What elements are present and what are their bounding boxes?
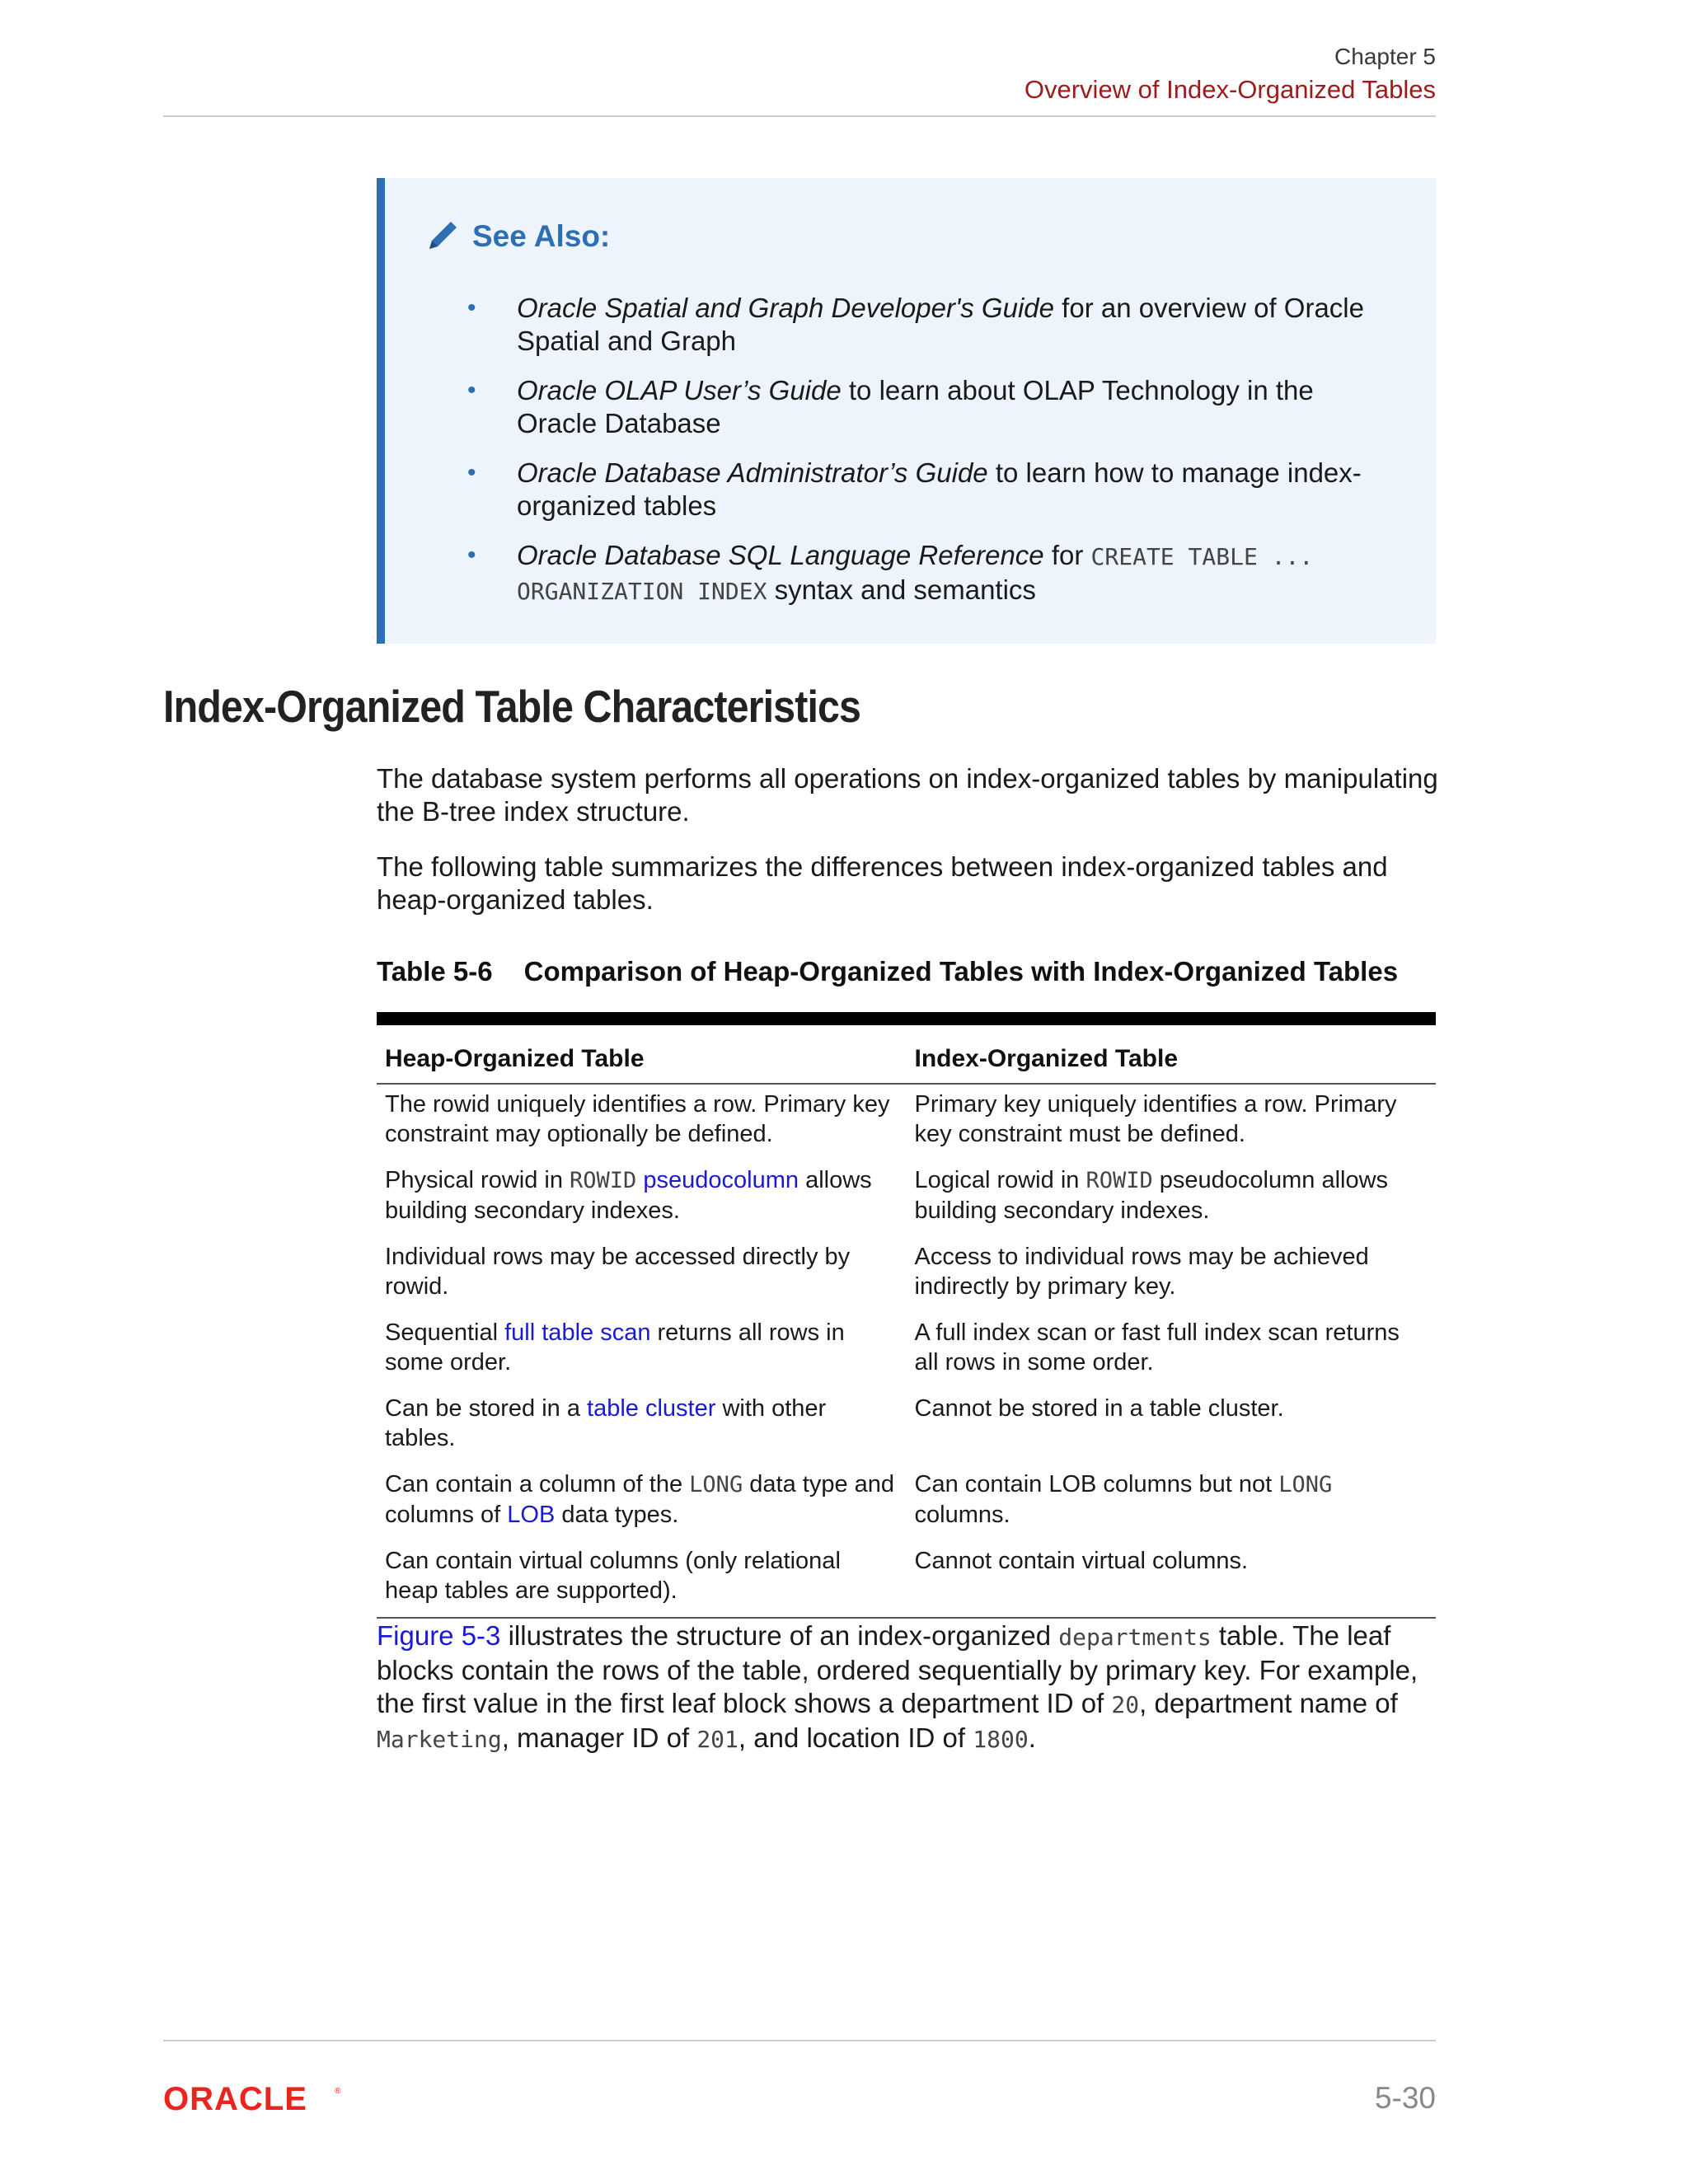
code-snippet: 20 [1111, 1691, 1140, 1718]
book-title-link[interactable]: Oracle Spatial and Graph Developer's Guide [517, 293, 1054, 323]
table-cell: Cannot be stored in a table cluster. [914, 1395, 1284, 1422]
figure-link[interactable]: Figure 5-3 [377, 1620, 501, 1651]
bullet-icon: • [467, 541, 476, 569]
column-header-heap: Heap-Organized Table [385, 1045, 645, 1072]
table-cell: Can contain virtual columns (only relational heap tables are supported). [385, 1548, 841, 1604]
paragraph-text: table. The leaf blocks contain the rows of the table, ordered sequentially by primary key. For example, the first value in the first leaf block shows a department ID of [377, 1620, 1418, 1718]
table-cell [377, 1160, 907, 1237]
cell-text: Can be stored in a [385, 1395, 588, 1422]
code-snippet: 201 [696, 1726, 738, 1753]
code-snippet: ROWID [570, 1168, 637, 1193]
list-item [467, 374, 1374, 440]
code-snippet: departments [1058, 1624, 1212, 1651]
pseudocolumn-link[interactable]: pseudocolumn [643, 1167, 799, 1193]
paragraph: The following table summarizes the differences between index-organized tables and heap-organized tables. [377, 851, 1388, 915]
code-snippet: ROWID [1085, 1168, 1153, 1193]
book-title-link[interactable]: Oracle OLAP User’s Guide [517, 375, 842, 405]
footer-divider [163, 2040, 1436, 2041]
table-row [377, 1313, 1436, 1389]
table-cluster-link[interactable]: table cluster [587, 1395, 716, 1422]
table-cell: Cannot contain virtual columns. [914, 1548, 1249, 1574]
bullet-icon: • [467, 459, 476, 486]
paragraph: The database system performs all operations on index-organized tables by manipulating the B-tree index structure. [377, 763, 1438, 827]
table-cell [377, 1313, 907, 1389]
svg-text:®: ® [335, 2087, 341, 2096]
figure-paragraph [377, 1619, 1440, 1756]
header-divider [163, 115, 1436, 117]
table-cell: The rowid uniquely identifies a row. Primary key constraint may optionally be defined. [385, 1091, 890, 1147]
list-item [467, 292, 1374, 358]
full-table-scan-link[interactable]: full table scan [504, 1319, 651, 1346]
table-row [377, 1465, 1436, 1541]
paragraph-text: illustrates the structure of an index-organized [500, 1620, 1059, 1651]
comparison-table [377, 1012, 1436, 1619]
table-row [377, 1389, 1436, 1465]
paragraph-text: , and location ID of [738, 1722, 973, 1753]
code-snippet: LONG [689, 1472, 743, 1497]
table-row [377, 1237, 1436, 1313]
cell-text: with other tables. [385, 1395, 827, 1451]
cell-text: Sequential [385, 1319, 505, 1346]
paragraph-text: , manager ID of [501, 1722, 697, 1753]
column-header-iot: Index-Organized Table [914, 1045, 1178, 1072]
section-heading: Index-Organized Table Characteristics [163, 681, 861, 732]
book-title-link[interactable]: Oracle Database Administrator’s Guide [517, 457, 988, 488]
bullet-icon: • [467, 377, 476, 404]
cell-text: Can contain LOB columns but not [914, 1471, 1279, 1497]
table-cell [907, 1465, 1437, 1541]
cell-text: data types. [555, 1502, 679, 1528]
running-header [1025, 41, 1436, 107]
bullet-icon: • [467, 294, 476, 321]
table-cell [377, 1465, 907, 1541]
table-cell [907, 1160, 1437, 1237]
list-item [467, 457, 1374, 523]
table-row [377, 1541, 1436, 1618]
book-title-link[interactable]: Oracle Database SQL Language Reference [517, 540, 1044, 570]
oracle-logo-text: ORACLE [163, 2083, 307, 2115]
list-item-text: to learn how to manage index-organized tables [517, 457, 1362, 521]
cell-text: allows building secondary indexes. [385, 1167, 872, 1224]
table-cell: Primary key uniquely identifies a row. Primary key constraint must be defined. [914, 1091, 1397, 1147]
list-item-text: for an overview of Oracle Spatial and Graph [517, 293, 1364, 356]
cell-text: Physical rowid in [385, 1167, 570, 1193]
table-header-row [377, 1019, 1436, 1084]
paragraph-text: . [1028, 1722, 1036, 1753]
code-snippet: LONG [1278, 1472, 1333, 1497]
chapter-label: Chapter 5 [1334, 44, 1436, 69]
cell-text: returns all rows in some order. [385, 1319, 845, 1376]
table-cell [377, 1389, 907, 1465]
lob-link[interactable]: LOB [507, 1502, 556, 1528]
cell-text: Logical rowid in [914, 1167, 1086, 1193]
table-number: Table 5-6 [377, 956, 493, 987]
see-also-note [377, 178, 1436, 644]
list-item [467, 539, 1374, 608]
table-caption [377, 956, 1398, 987]
table-row [377, 1160, 1436, 1237]
section-label[interactable]: Overview of Index-Organized Tables [1024, 75, 1436, 104]
table-row [377, 1084, 1436, 1160]
cell-text: columns. [914, 1502, 1010, 1528]
code-snippet: Marketing [377, 1726, 502, 1753]
code-snippet: CREATE TABLE ... ORGANIZATION INDEX [517, 543, 1314, 605]
list-item-text: syntax and semantics [767, 574, 1036, 605]
cell-text: data type and columns of [385, 1471, 895, 1528]
page-number: 5-30 [1374, 2081, 1436, 2115]
paragraph-text: , department name of [1139, 1688, 1398, 1718]
list-item-text: for [1043, 540, 1091, 570]
list-item-text: to learn about OLAP Technology in the Oracle Database [517, 375, 1314, 438]
table-title: Comparison of Heap-Organized Tables with Index-Organized Tables [523, 956, 1399, 987]
see-also-header [423, 218, 610, 255]
table-cell: A full index scan or fast full index scan returns all rows in some order. [914, 1319, 1400, 1376]
cell-text: Can contain a column of the [385, 1471, 690, 1497]
table-cell: Access to individual rows may be achieved indirectly by primary key. [914, 1244, 1369, 1300]
pencil-icon [423, 218, 461, 255]
oracle-logo [163, 2083, 349, 2115]
see-also-list [467, 292, 1374, 625]
see-also-title: See Also: [472, 219, 611, 253]
code-snippet: 1800 [973, 1726, 1029, 1753]
cell-text: pseudocolumn allows building secondary indexes. [914, 1167, 1389, 1224]
table-cell: Individual rows may be accessed directly by rowid. [385, 1244, 851, 1300]
